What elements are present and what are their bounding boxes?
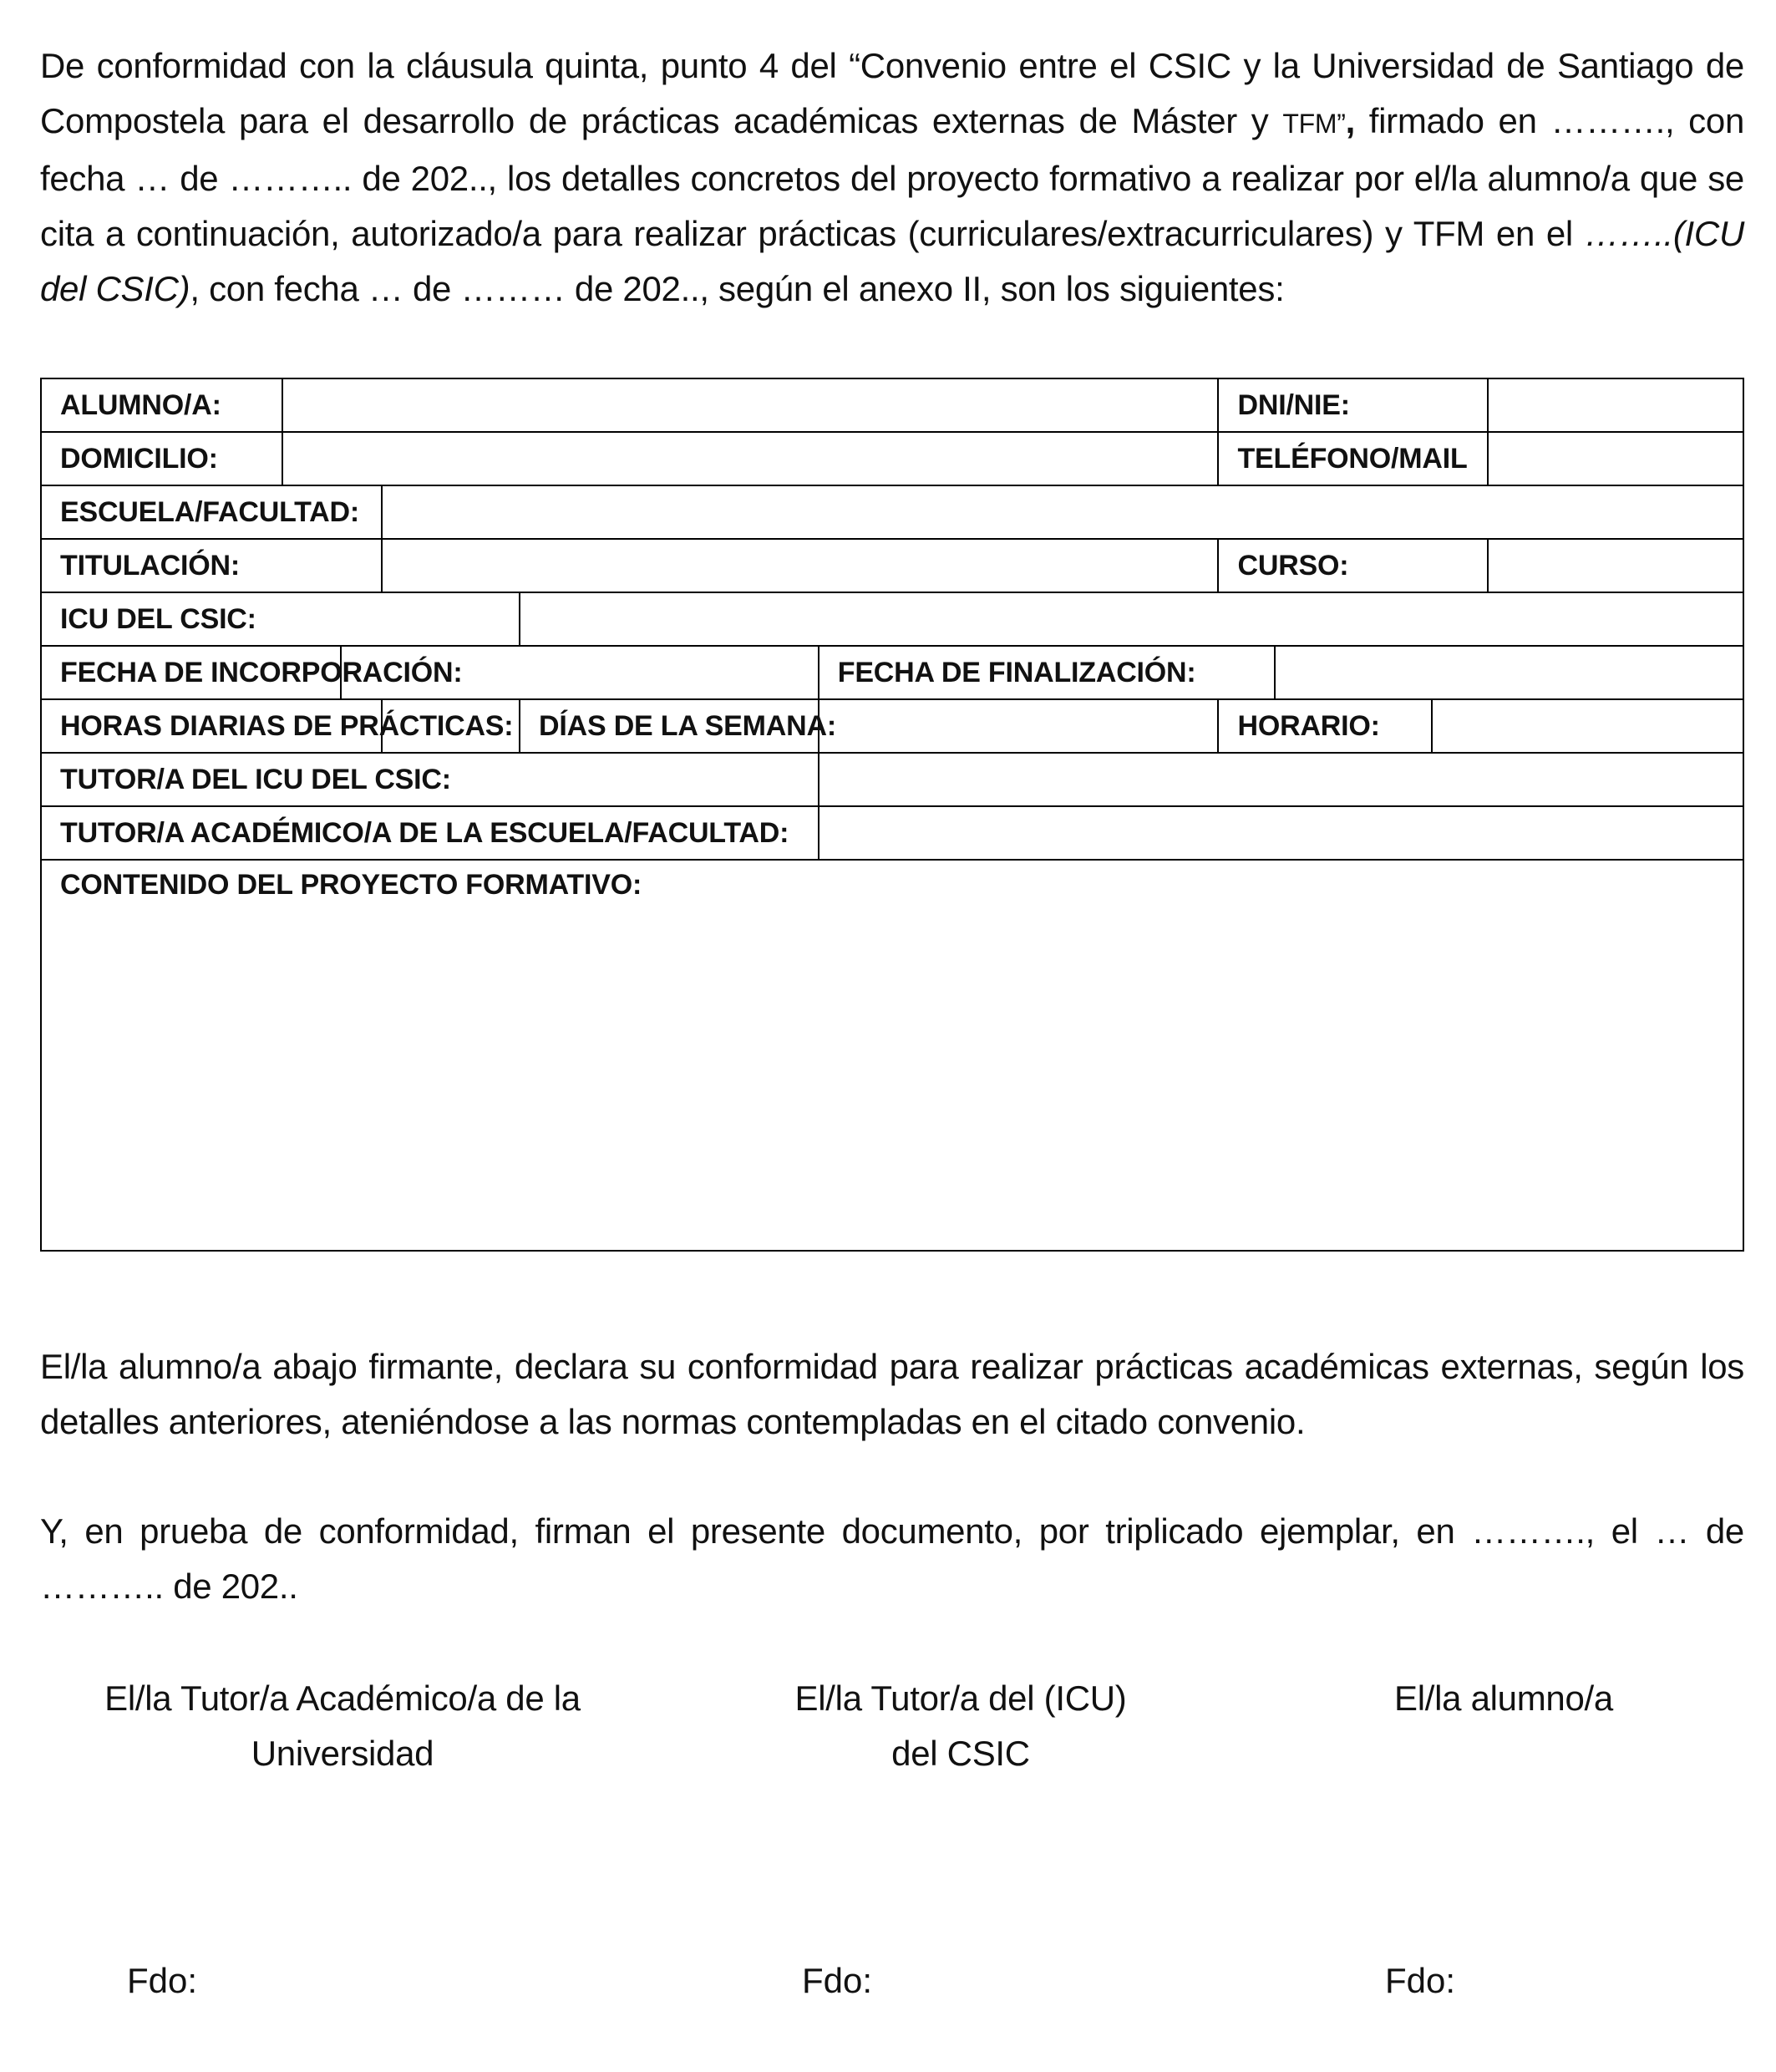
label-domicilio: DOMICILIO: <box>41 432 282 485</box>
label-curso: CURSO: <box>1218 539 1488 592</box>
label-contenido: CONTENIDO DEL PROYECTO FORMATIVO: <box>60 869 642 901</box>
horario-field[interactable] <box>1432 699 1743 753</box>
label-dias: DÍAS DE LA SEMANA: <box>520 699 819 753</box>
titulacion-field[interactable] <box>382 539 1219 592</box>
signature-icu-line2: del CSIC <box>891 1734 1030 1773</box>
label-dni: DNI/NIE: <box>1218 378 1488 432</box>
curso-field[interactable] <box>1488 539 1743 592</box>
signature-academic-line1: El/la Tutor/a Académico/a de la <box>104 1678 581 1718</box>
label-escuela: ESCUELA/FACULTAD: <box>41 485 382 539</box>
declaration-paragraph: El/la alumno/a abajo firmante, declara su conformidad para realizar prácticas académicas externas, según los detalles anteriores, ateniéndose a las normas contempladas en el citado convenio. <box>40 1347 1744 1441</box>
icu-field[interactable] <box>520 592 1743 646</box>
intro-text-3: , con fecha … de ……… de 202.., según el anexo II, son los siguientes: <box>190 269 1285 308</box>
intro-paragraph <box>40 38 1744 317</box>
fdo-icu-tutor: Fdo: <box>802 1961 873 2000</box>
label-icu: ICU DEL CSIC: <box>41 592 520 646</box>
label-horas: HORAS DIARIAS DE PRÁCTICAS: <box>41 699 382 753</box>
label-fecha-finalizacion: FECHA DE FINALIZACIÓN: <box>819 646 1275 699</box>
signature-student-label: El/la alumno/a <box>1394 1678 1613 1718</box>
fecha-finalizacion-field[interactable] <box>1275 646 1743 699</box>
tutor-icu-field[interactable] <box>819 753 1743 806</box>
signature-icu-tutor <box>752 1671 1170 1781</box>
tutor-academico-field[interactable] <box>819 806 1743 860</box>
intro-text-1: De conformidad con la cláusula quinta, punto 4 del “Convenio entre el CSIC y la Universidad de Santiago de Compostela para el desarrollo de prácticas académicas externas de Máster y <box>40 46 1744 140</box>
escuela-field[interactable] <box>382 485 1743 539</box>
signature-academic-line2: Universidad <box>251 1734 434 1773</box>
telefono-field[interactable] <box>1488 432 1743 485</box>
label-tutor-icu: TUTOR/A DEL ICU DEL CSIC: <box>41 753 819 806</box>
label-fecha-incorporacion: FECHA DE INCORPORACIÓN: <box>41 646 341 699</box>
proof-paragraph: Y, en prueba de conformidad, firman el presente documento, por triplicado ejemplar, en ………., el … de ……….. de 202.. <box>40 1511 1744 1606</box>
intro-comma: , <box>1345 101 1355 140</box>
signature-student <box>1337 1671 1671 1726</box>
alumno-field[interactable] <box>282 378 1218 432</box>
signature-academic-tutor <box>92 1671 593 1781</box>
label-tutor-academico: TUTOR/A ACADÉMICO/A DE LA ESCUELA/FACULTAD: <box>41 806 819 860</box>
intro-tfm: TFM” <box>1282 109 1346 139</box>
domicilio-field[interactable] <box>282 432 1218 485</box>
intro-icu-placeholder: ……..(ICU del CSIC) <box>40 214 1744 308</box>
fdo-student: Fdo: <box>1385 1961 1456 2000</box>
intro-text-2: firmado en ………., con fecha … de ……….. de 202.., los detalles concretos del proyecto formativo a realizar por el/la alumno/a que se cita a continuación, autorizado/a para realizar prácticas (curriculares/extracurriculares) y TFM en el <box>40 101 1744 253</box>
form-table <box>40 378 1744 1252</box>
label-titulacion: TITULACIÓN: <box>41 539 382 592</box>
contenido-proyecto-area[interactable] <box>41 860 1743 1251</box>
label-horario: HORARIO: <box>1218 699 1431 753</box>
fdo-academic-tutor: Fdo: <box>127 1961 198 2000</box>
signature-icu-line1: El/la Tutor/a del (ICU) <box>794 1678 1127 1718</box>
label-alumno: ALUMNO/A: <box>41 378 282 432</box>
dias-field[interactable] <box>819 699 1219 753</box>
label-telefono: TELÉFONO/MAIL <box>1218 432 1488 485</box>
dni-field[interactable] <box>1488 378 1743 432</box>
